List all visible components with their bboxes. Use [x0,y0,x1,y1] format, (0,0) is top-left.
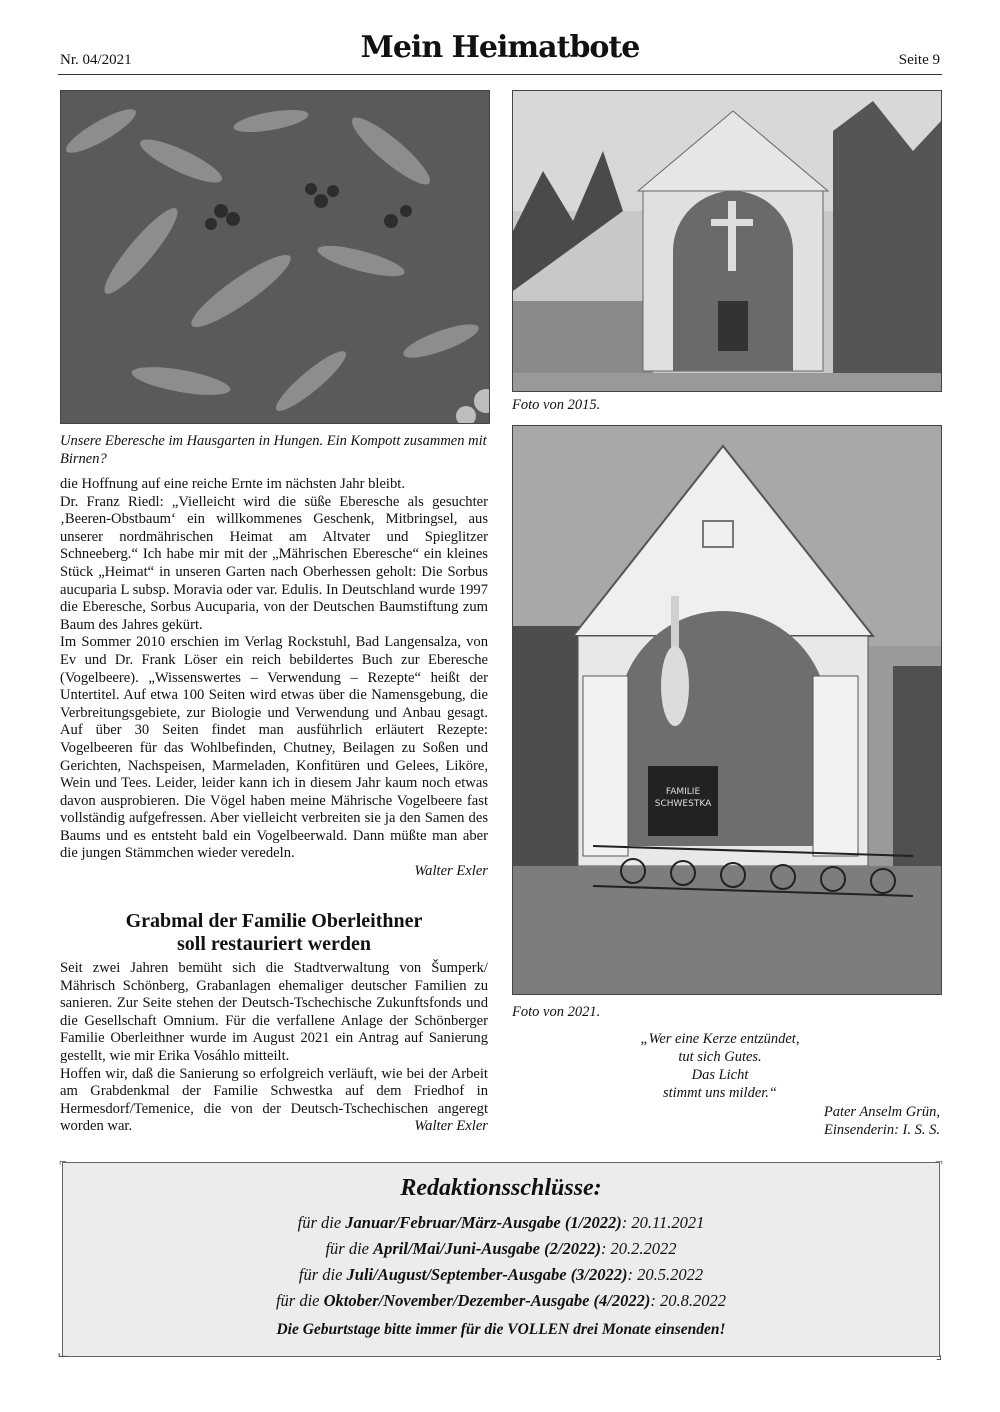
quote-block [600,1030,840,1102]
deadlines-box [57,1155,943,1363]
deadline-item: für die April/Mai/Juni-Ausgabe (2/2022): 20.2.2022 [325,1239,677,1258]
article-rowan-body [60,476,488,881]
deadlines-note: Die Geburtstage bitte immer für die VOLLEN drei Monate einsenden! [276,1321,726,1338]
deadline-item: für die Juli/August/September-Ausgabe (3/2022): 20.5.2022 [298,1265,704,1284]
headline-line: soll restauriert werden [176,933,372,955]
corner-ornament-icon: ⌟ [935,1348,943,1363]
plaque-line: FAMILIE [665,787,701,797]
headline-line: Grabmal der Familie Oberleithner [125,910,423,932]
quote-line: Das Licht [691,1067,749,1083]
quote-author: Pater Anselm Grün, [823,1104,940,1120]
quote-line: stimmt uns milder.“ [662,1085,777,1101]
corner-ornament-icon: ⌙ [57,1348,69,1363]
paragraph: Im Sommer 2010 erschien im Verlag Rockstuhl, Bad Langensalza, von Ev und Dr. Frank Löser ein reich bebildertes Buch zur Eberesche (Vogelbeere). „Wissenswertes – Verwendung – Rezepte“ heißt der Untertitel. Auf etwa 100 Seiten wird etwas über die Namensgebung, die Verbreitungsgebiete, zur Biologie und Verwendung und Anbau gesagt. Auf über 30 Seiten findet man ausführlich erläutert Rezepte: Vogelbeeren für das Wohlbefinden, Chutney, Beilagen zu Soßen und Gerichten, Nachspeisen, Marmeladen, Konfitüren und Gelees, Liköre, Wein und Tees. Leider, leider kann ich in diesem Jahr kaum noch etwas davon ausprobieren. Die Vögel haben meine Mährische Vogelbeere fast vollständig aufgefressen. Aber vielleicht verbreiten sie ja den Samen des Baums und es entsteht bald ein Vogelbeerwald. Dann müßte man aber die jungen Stämmchen wieder veredeln. [60,634,488,862]
quote-line: tut sich Gutes. [678,1049,762,1065]
page-number: Seite 9 [898,52,940,68]
paragraph: Hoffen wir, daß die Sanierung so erfolgreich verläuft, wie bei der Arbeit am Grabdenkmal der Familie Schwestka auf dem Friedhof in Hermesdorf/Temenice, die von der Deutsch-Tschechischen angeregt worden war. [60,1065,488,1135]
article-headline [60,910,488,956]
chapel-2015-photo [512,90,942,392]
photo-2021-caption: Foto von 2021. [512,1004,601,1020]
masthead-title: Mein Heimatbote [360,30,640,65]
rowan-caption: Unsere Eberesche im Hausgarten in Hungen. Ein Kompott zusammen mit Birnen? [60,433,487,467]
paragraph: Seit zwei Jahren bemüht sich die Stadtverwaltung von Šumperk/ Mährisch Schönberg, Grabanlagen ehemaliger deutscher Familien zu sanieren. Zur Seite stehen der Deutsch-Tschechische Zukunftsfonds und die Gesellschaft Omnium. Für die verfallene Anlage der Schönberger Familie Oberleithner wurde im August 2021 ein Antrag auf Sanierung gestellt, wie mir Erika Vosáhlo mitteilt. [60,960,488,1064]
corner-ornament-icon: ¬ [935,1155,943,1170]
plaque-line: SCHWESTKA [654,799,712,809]
deadlines-title: Redaktionsschlüsse: [400,1175,602,1201]
paragraph: Dr. Franz Riedl: „Vielleicht wird die süße Eberesche als gesuchter ‚Beeren-Obstbaum‘ ein willkommenes Geschenk, Mitbringsel, aus unserer nordmährischen Heimat am Altvater und Spieglitzer Schneeberg.“ Ich habe mir mit der „Mährischen Eberesche“ ein kleines Stück „Heimat“ in unseren Garten nach Oberhessen geholt: Die Sorbus aucuparia L subsp. Moravia oder var. Edulis. In Deutschland wurde 1997 die Eberesche, Sorbus Aucuparia, von der Deutschen Baumstiftung zum Baum des Jahres gekürt. [60,493,488,633]
deadline-item: für die Januar/Februar/März-Ausgabe (1/2022): 20.11.2021 [297,1213,705,1232]
rowan-tree-photo [60,90,490,424]
author-signature: Walter Exler [414,1118,488,1135]
quote-line: „Wer eine Kerze entzündet, [640,1031,800,1047]
article-grave-body [60,960,488,1136]
header-divider [58,74,942,75]
chapel-2021-photo [512,425,942,995]
photo-2015-caption: Foto von 2015. [512,397,601,413]
author-signature: Walter Exler [414,863,488,880]
quote-submitter: Einsenderin: I. S. S. [824,1122,940,1138]
corner-ornament-icon: ⌐ [59,1155,67,1170]
issue-number: Nr. 04/2021 [60,52,132,68]
paragraph: die Hoffnung auf eine reiche Ernte im nächsten Jahr bleibt. [60,476,405,492]
deadline-item: für die Oktober/November/Dezember-Ausgabe (4/2022): 20.8.2022 [275,1291,727,1310]
quote-attribution [824,1103,940,1139]
